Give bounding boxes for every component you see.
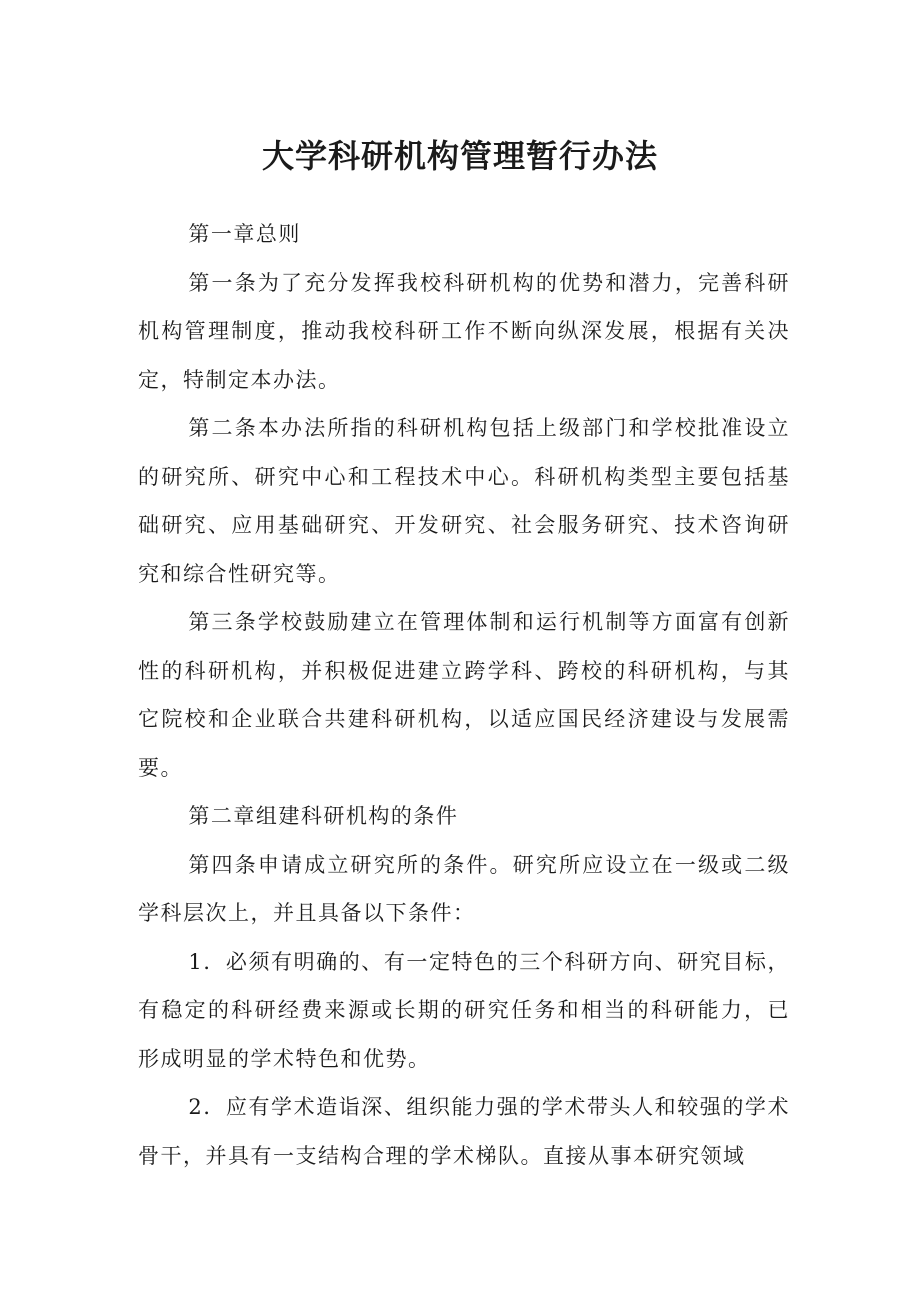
article-paragraph: 第一条为了充分发挥我校科研机构的优势和潜力，完善科研机构管理制度，推动我校科研工作不断向纵深发展，根据有关决定，特制定本办法。 <box>138 270 790 392</box>
document-body <box>138 210 790 1180</box>
list-item-paragraph: 1．必须有明确的、有一定特色的三个科研方向、研究目标，有稳定的科研经费来源或长期的研究任务和相当的科研能力，已形成明显的学术特色和优势。 <box>138 949 790 1071</box>
chapter-heading: 第二章组建科研机构的条件 <box>188 804 459 828</box>
article-paragraph: 第二条本办法所指的科研机构包括上级部门和学校批准设立的研究所、研究中心和工程技术中心。科研机构类型主要包括基础研究、应用基础研究、开发研究、社会服务研究、技术咨询研究和综合性研究等。 <box>138 416 790 586</box>
chapter-heading: 第一章总则 <box>188 222 301 246</box>
article-paragraph: 第三条学校鼓励建立在管理体制和运行机制等方面富有创新性的科研机构，并积极促进建立跨学科、跨校的科研机构，与其它院校和企业联合共建科研机构，以适应国民经济建设与发展需要。 <box>138 610 790 780</box>
document-title: 大学科研机构管理暂行办法 <box>261 137 658 175</box>
article-paragraph: 第四条申请成立研究所的条件。研究所应设立在一级或二级学科层次上，并且具备以下条件： <box>138 852 790 925</box>
list-item-paragraph: 2．应有学术造诣深、组织能力强的学术带头人和较强的学术骨干，并具有一支结构合理的学术梯队。直接从事本研究领域 <box>138 1095 790 1168</box>
